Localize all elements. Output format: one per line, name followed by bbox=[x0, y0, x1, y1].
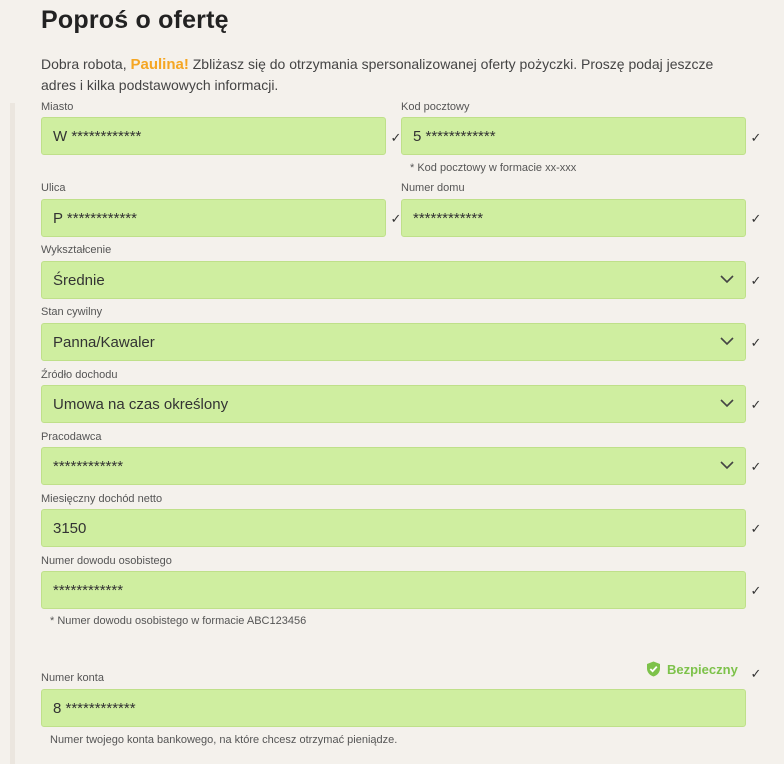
employer-select[interactable] bbox=[41, 447, 746, 485]
page-title: Poproś o ofertę bbox=[41, 6, 229, 34]
marital-select[interactable] bbox=[41, 323, 746, 361]
postal-hint: * Kod pocztowy w formacie xx-xxx bbox=[410, 162, 577, 174]
postal-check-icon: ✓ bbox=[750, 130, 762, 145]
employer-label: Pracodawca bbox=[41, 431, 102, 443]
street-label: Ulica bbox=[41, 182, 66, 194]
employer-value: ************ bbox=[53, 457, 124, 475]
city-check-icon: ✓ bbox=[390, 130, 402, 145]
employer-check-icon: ✓ bbox=[750, 459, 762, 474]
intro-prefix: Dobra robota, bbox=[41, 56, 131, 72]
secure-badge bbox=[646, 661, 738, 677]
id-number-hint: * Numer dowodu osobistego w formacie ABC123456 bbox=[50, 615, 307, 627]
city-value: W ************ bbox=[53, 127, 142, 145]
city-input[interactable] bbox=[41, 117, 386, 155]
postal-input[interactable] bbox=[401, 117, 746, 155]
income-input[interactable] bbox=[41, 509, 746, 547]
street-input[interactable] bbox=[41, 199, 386, 237]
income-source-check-icon: ✓ bbox=[750, 397, 762, 412]
chevron-down-icon bbox=[720, 274, 734, 284]
postal-label: Kod pocztowy bbox=[401, 101, 470, 113]
intro-suffix: Zbliżasz się do otrzymania spersonalizowanej oferty pożyczki. Proszę podaj jeszcze adres i kilka podstawowych informacji. bbox=[41, 56, 714, 93]
intro-text bbox=[41, 54, 741, 96]
chevron-down-icon bbox=[720, 460, 734, 470]
education-select[interactable] bbox=[41, 261, 746, 299]
income-check-icon: ✓ bbox=[750, 521, 762, 536]
id-number-check-icon: ✓ bbox=[750, 583, 762, 598]
house-value: ************ bbox=[413, 209, 484, 227]
account-input[interactable] bbox=[41, 689, 746, 727]
education-check-icon: ✓ bbox=[750, 273, 762, 288]
secure-check-icon: ✓ bbox=[750, 666, 762, 681]
shield-check-icon bbox=[646, 661, 661, 677]
street-check-icon: ✓ bbox=[390, 211, 402, 226]
house-label: Numer domu bbox=[401, 182, 465, 194]
account-value: 8 ************ bbox=[53, 699, 136, 717]
income-source-select[interactable] bbox=[41, 385, 746, 423]
left-progress-bar bbox=[10, 103, 15, 764]
marital-label: Stan cywilny bbox=[41, 306, 103, 318]
id-number-label: Numer dowodu osobistego bbox=[41, 555, 172, 567]
house-input[interactable] bbox=[401, 199, 746, 237]
house-check-icon: ✓ bbox=[750, 211, 762, 226]
city-label: Miasto bbox=[41, 101, 74, 113]
id-number-value: ************ bbox=[53, 581, 124, 599]
postal-value: 5 ************ bbox=[413, 127, 496, 145]
street-value: P ************ bbox=[53, 209, 137, 227]
income-source-label: Źródło dochodu bbox=[41, 369, 118, 381]
account-label: Numer konta bbox=[41, 672, 104, 684]
marital-value: Panna/Kawaler bbox=[53, 333, 155, 351]
marital-check-icon: ✓ bbox=[750, 335, 762, 350]
education-label: Wykształcenie bbox=[41, 244, 112, 256]
income-label: Miesięczny dochód netto bbox=[41, 493, 163, 505]
income-source-value: Umowa na czas określony bbox=[53, 395, 229, 413]
chevron-down-icon bbox=[720, 398, 734, 408]
secure-label: Bezpieczny bbox=[667, 661, 738, 677]
education-value: Średnie bbox=[53, 271, 105, 289]
account-hint: Numer twojego konta bankowego, na które chcesz otrzymać pieniądze. bbox=[50, 734, 398, 746]
income-value: 3150 bbox=[53, 519, 87, 537]
chevron-down-icon bbox=[720, 336, 734, 346]
user-name: Paulina! bbox=[130, 56, 189, 73]
id-number-input[interactable] bbox=[41, 571, 746, 609]
